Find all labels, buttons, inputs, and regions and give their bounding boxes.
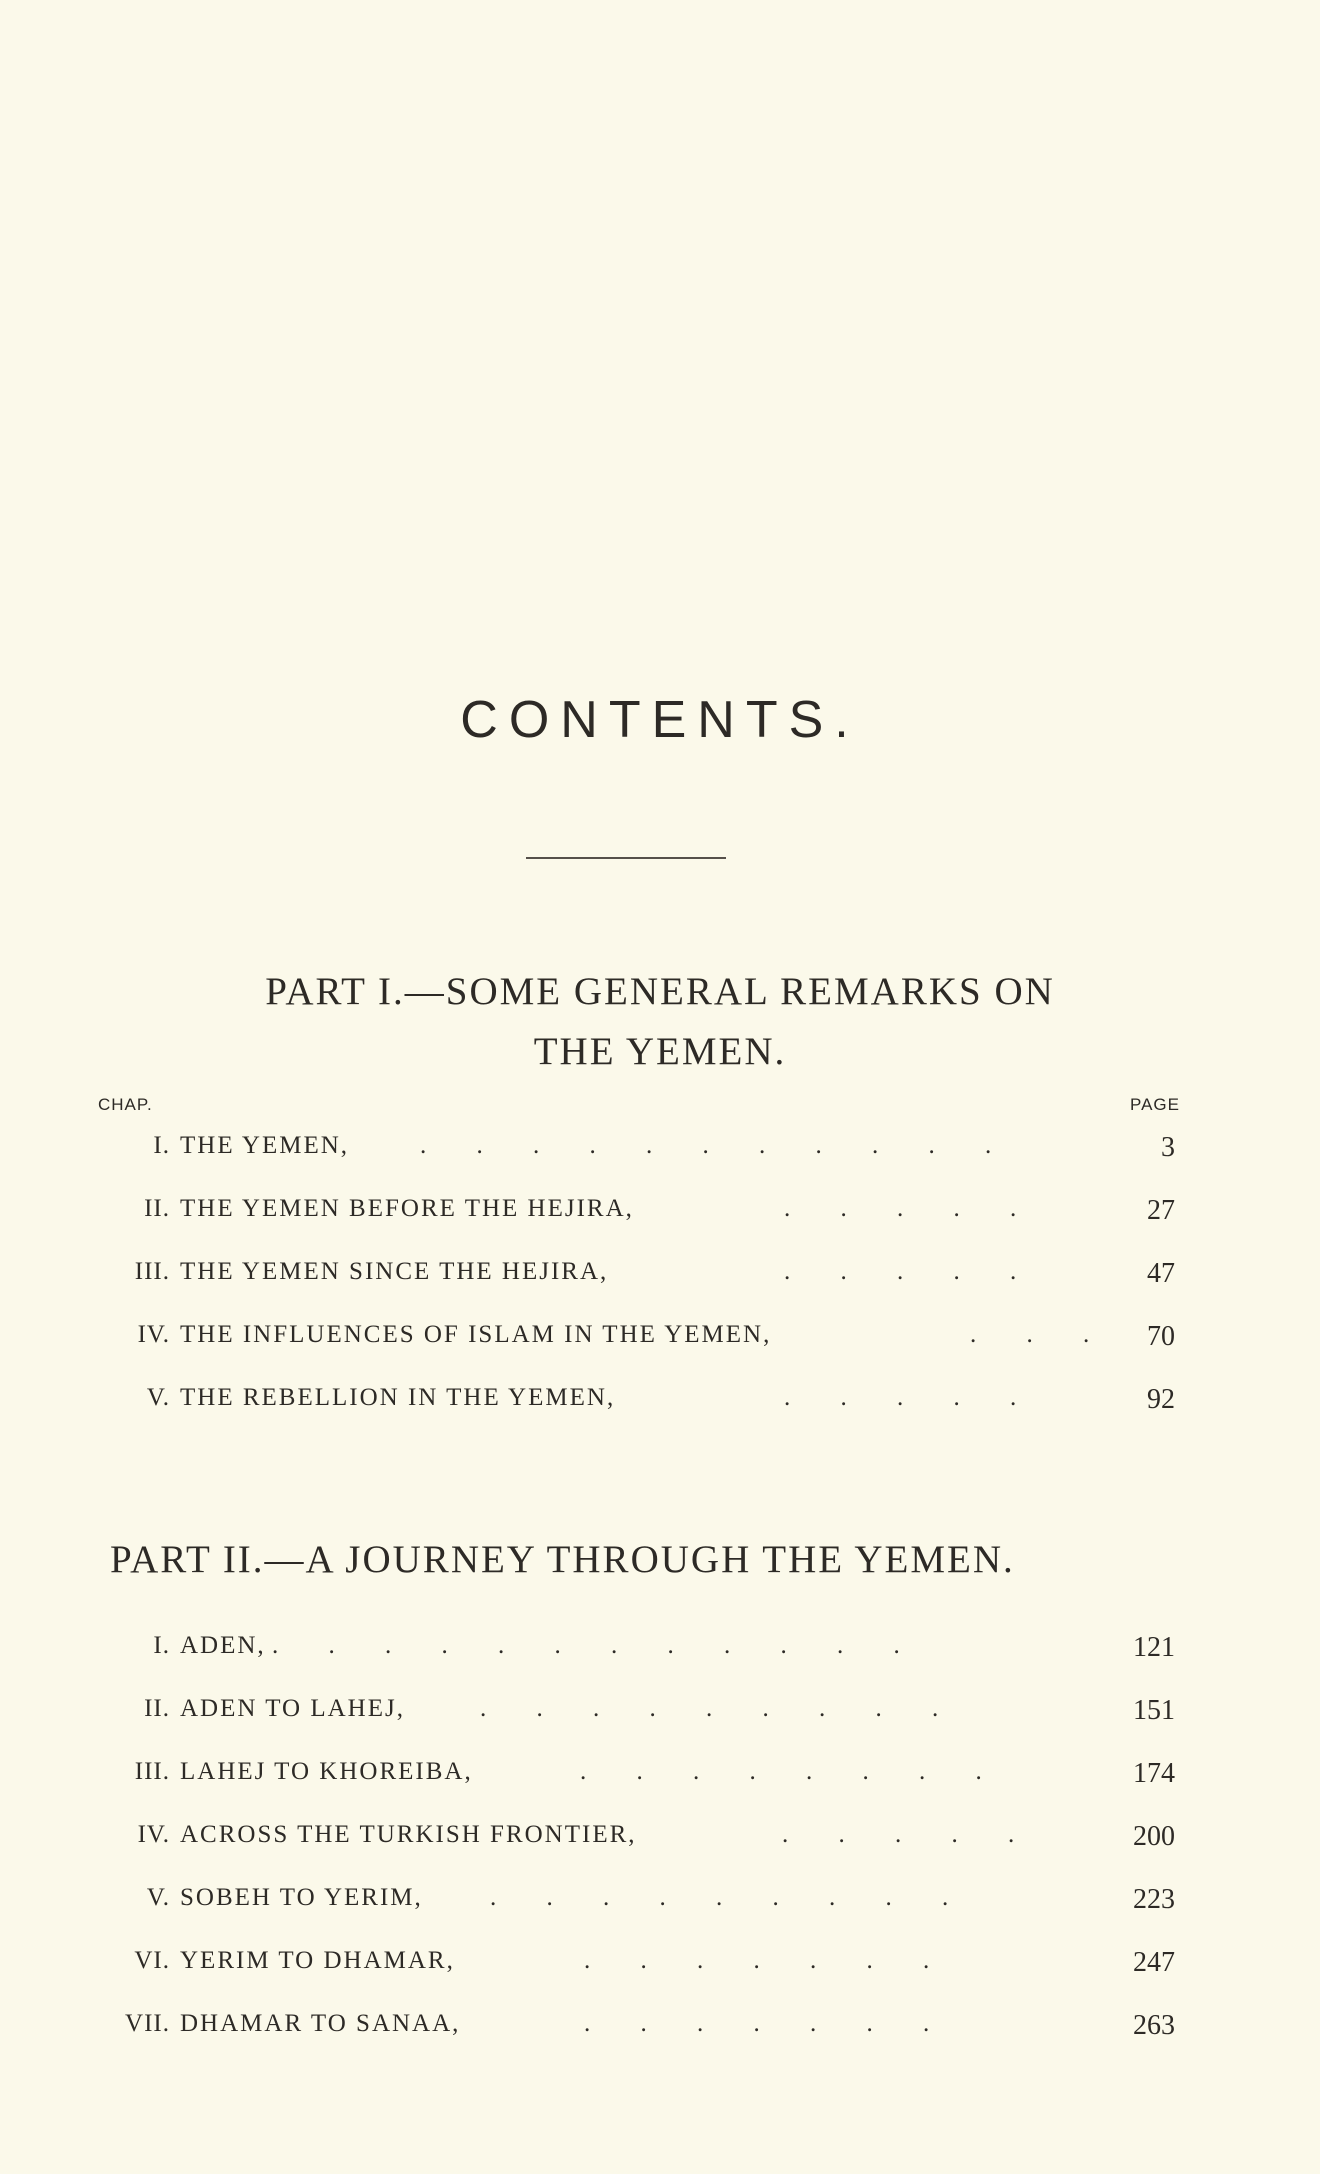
chapter-number: VI.	[134, 1947, 170, 1974]
dot-leader: . . . . . . .	[584, 2010, 952, 2037]
toc-entry[interactable]	[0, 1758, 1320, 1821]
toc-entry[interactable]	[0, 1384, 1320, 1447]
part1-heading-line1: PART I.—SOME GENERAL REMARKS ON	[265, 970, 1055, 1013]
dot-leader: . . . . . . . . . . .	[420, 1132, 1014, 1159]
dot-leader: . . . . .	[782, 1821, 1037, 1848]
page-number: 3	[1161, 1132, 1175, 1163]
chapter-number: I.	[153, 1132, 170, 1159]
chapter-title: ADEN,	[180, 1632, 266, 1659]
toc-entry[interactable]	[0, 1947, 1320, 2010]
title-rule	[526, 857, 726, 859]
chapter-number: V.	[146, 1884, 170, 1911]
chapter-number: III.	[134, 1758, 170, 1785]
dot-leader: . . . . . . . . .	[480, 1695, 961, 1722]
dot-leader: . . . . .	[784, 1195, 1039, 1222]
page-number: 247	[1133, 1947, 1175, 1978]
chapter-title: THE INFLUENCES OF ISLAM IN THE YEMEN,	[180, 1321, 772, 1348]
chapter-title: YERIM TO DHAMAR,	[180, 1947, 455, 1974]
part1-heading	[0, 962, 1320, 1082]
chapter-number: I.	[153, 1632, 170, 1659]
chapter-number: VII.	[125, 2010, 170, 2037]
page-column-label: PAGE	[1130, 1095, 1180, 1114]
page-number: 174	[1133, 1758, 1175, 1789]
toc-entry[interactable]	[0, 1884, 1320, 1947]
page-number: 27	[1147, 1195, 1175, 1226]
page-number: 223	[1133, 1884, 1175, 1915]
part2-heading: PART II.—A JOURNEY THROUGH THE YEMEN.	[110, 1538, 1015, 1581]
chapter-number: IV.	[137, 1821, 170, 1848]
page-number: 121	[1133, 1632, 1175, 1663]
toc-entry[interactable]	[0, 1195, 1320, 1258]
chapter-title: SOBEH TO YERIM,	[180, 1884, 423, 1911]
chapter-title: THE YEMEN BEFORE THE HEJIRA,	[180, 1195, 634, 1222]
chapter-number: V.	[146, 1384, 170, 1411]
chapter-number: IV.	[137, 1321, 170, 1348]
chapter-title: THE REBELLION IN THE YEMEN,	[180, 1384, 616, 1411]
toc-entry[interactable]	[0, 1258, 1320, 1321]
page-number: 200	[1133, 1821, 1175, 1852]
chapter-title: THE YEMEN,	[180, 1132, 350, 1159]
chap-column-label: CHAP.	[98, 1095, 153, 1114]
chapter-title: ADEN TO LAHEJ,	[180, 1695, 405, 1722]
chapter-number: III.	[134, 1258, 170, 1285]
chapter-title: THE YEMEN SINCE THE HEJIRA,	[180, 1258, 609, 1285]
toc-entry[interactable]	[0, 2010, 1320, 2073]
dot-leader: . . .	[970, 1321, 1112, 1348]
toc-entry[interactable]	[0, 1821, 1320, 1884]
dot-leader: . . . . . . . . .	[490, 1884, 971, 1911]
dot-leader: . . . . .	[784, 1384, 1039, 1411]
chapter-number: II.	[144, 1695, 170, 1722]
dot-leader: . . . . . . . . . . . .	[272, 1632, 922, 1659]
toc-entry[interactable]	[0, 1321, 1320, 1384]
dot-leader: . . . . . . .	[584, 1947, 952, 1974]
part2-chapter-list	[0, 1632, 1320, 2073]
page-number: 92	[1147, 1384, 1175, 1415]
toc-entry[interactable]	[0, 1132, 1320, 1195]
chapter-title: DHAMAR TO SANAA,	[180, 2010, 461, 2037]
part1-chapter-list	[0, 1132, 1320, 1447]
page-number: 70	[1147, 1321, 1175, 1352]
page-number: 47	[1147, 1258, 1175, 1289]
dot-leader: . . . . . . . .	[580, 1758, 1004, 1785]
chapter-title: ACROSS THE TURKISH FRONTIER,	[180, 1821, 637, 1848]
page-number: 263	[1133, 2010, 1175, 2041]
toc-entry[interactable]	[0, 1695, 1320, 1758]
page-number: 151	[1133, 1695, 1175, 1726]
chapter-number: II.	[144, 1195, 170, 1222]
contents-title: CONTENTS.	[460, 691, 860, 749]
part1-heading-line2: THE YEMEN.	[533, 1030, 787, 1073]
dot-leader: . . . . .	[784, 1258, 1039, 1285]
toc-entry[interactable]	[0, 1632, 1320, 1695]
chapter-title: LAHEJ TO KHOREIBA,	[180, 1758, 473, 1785]
